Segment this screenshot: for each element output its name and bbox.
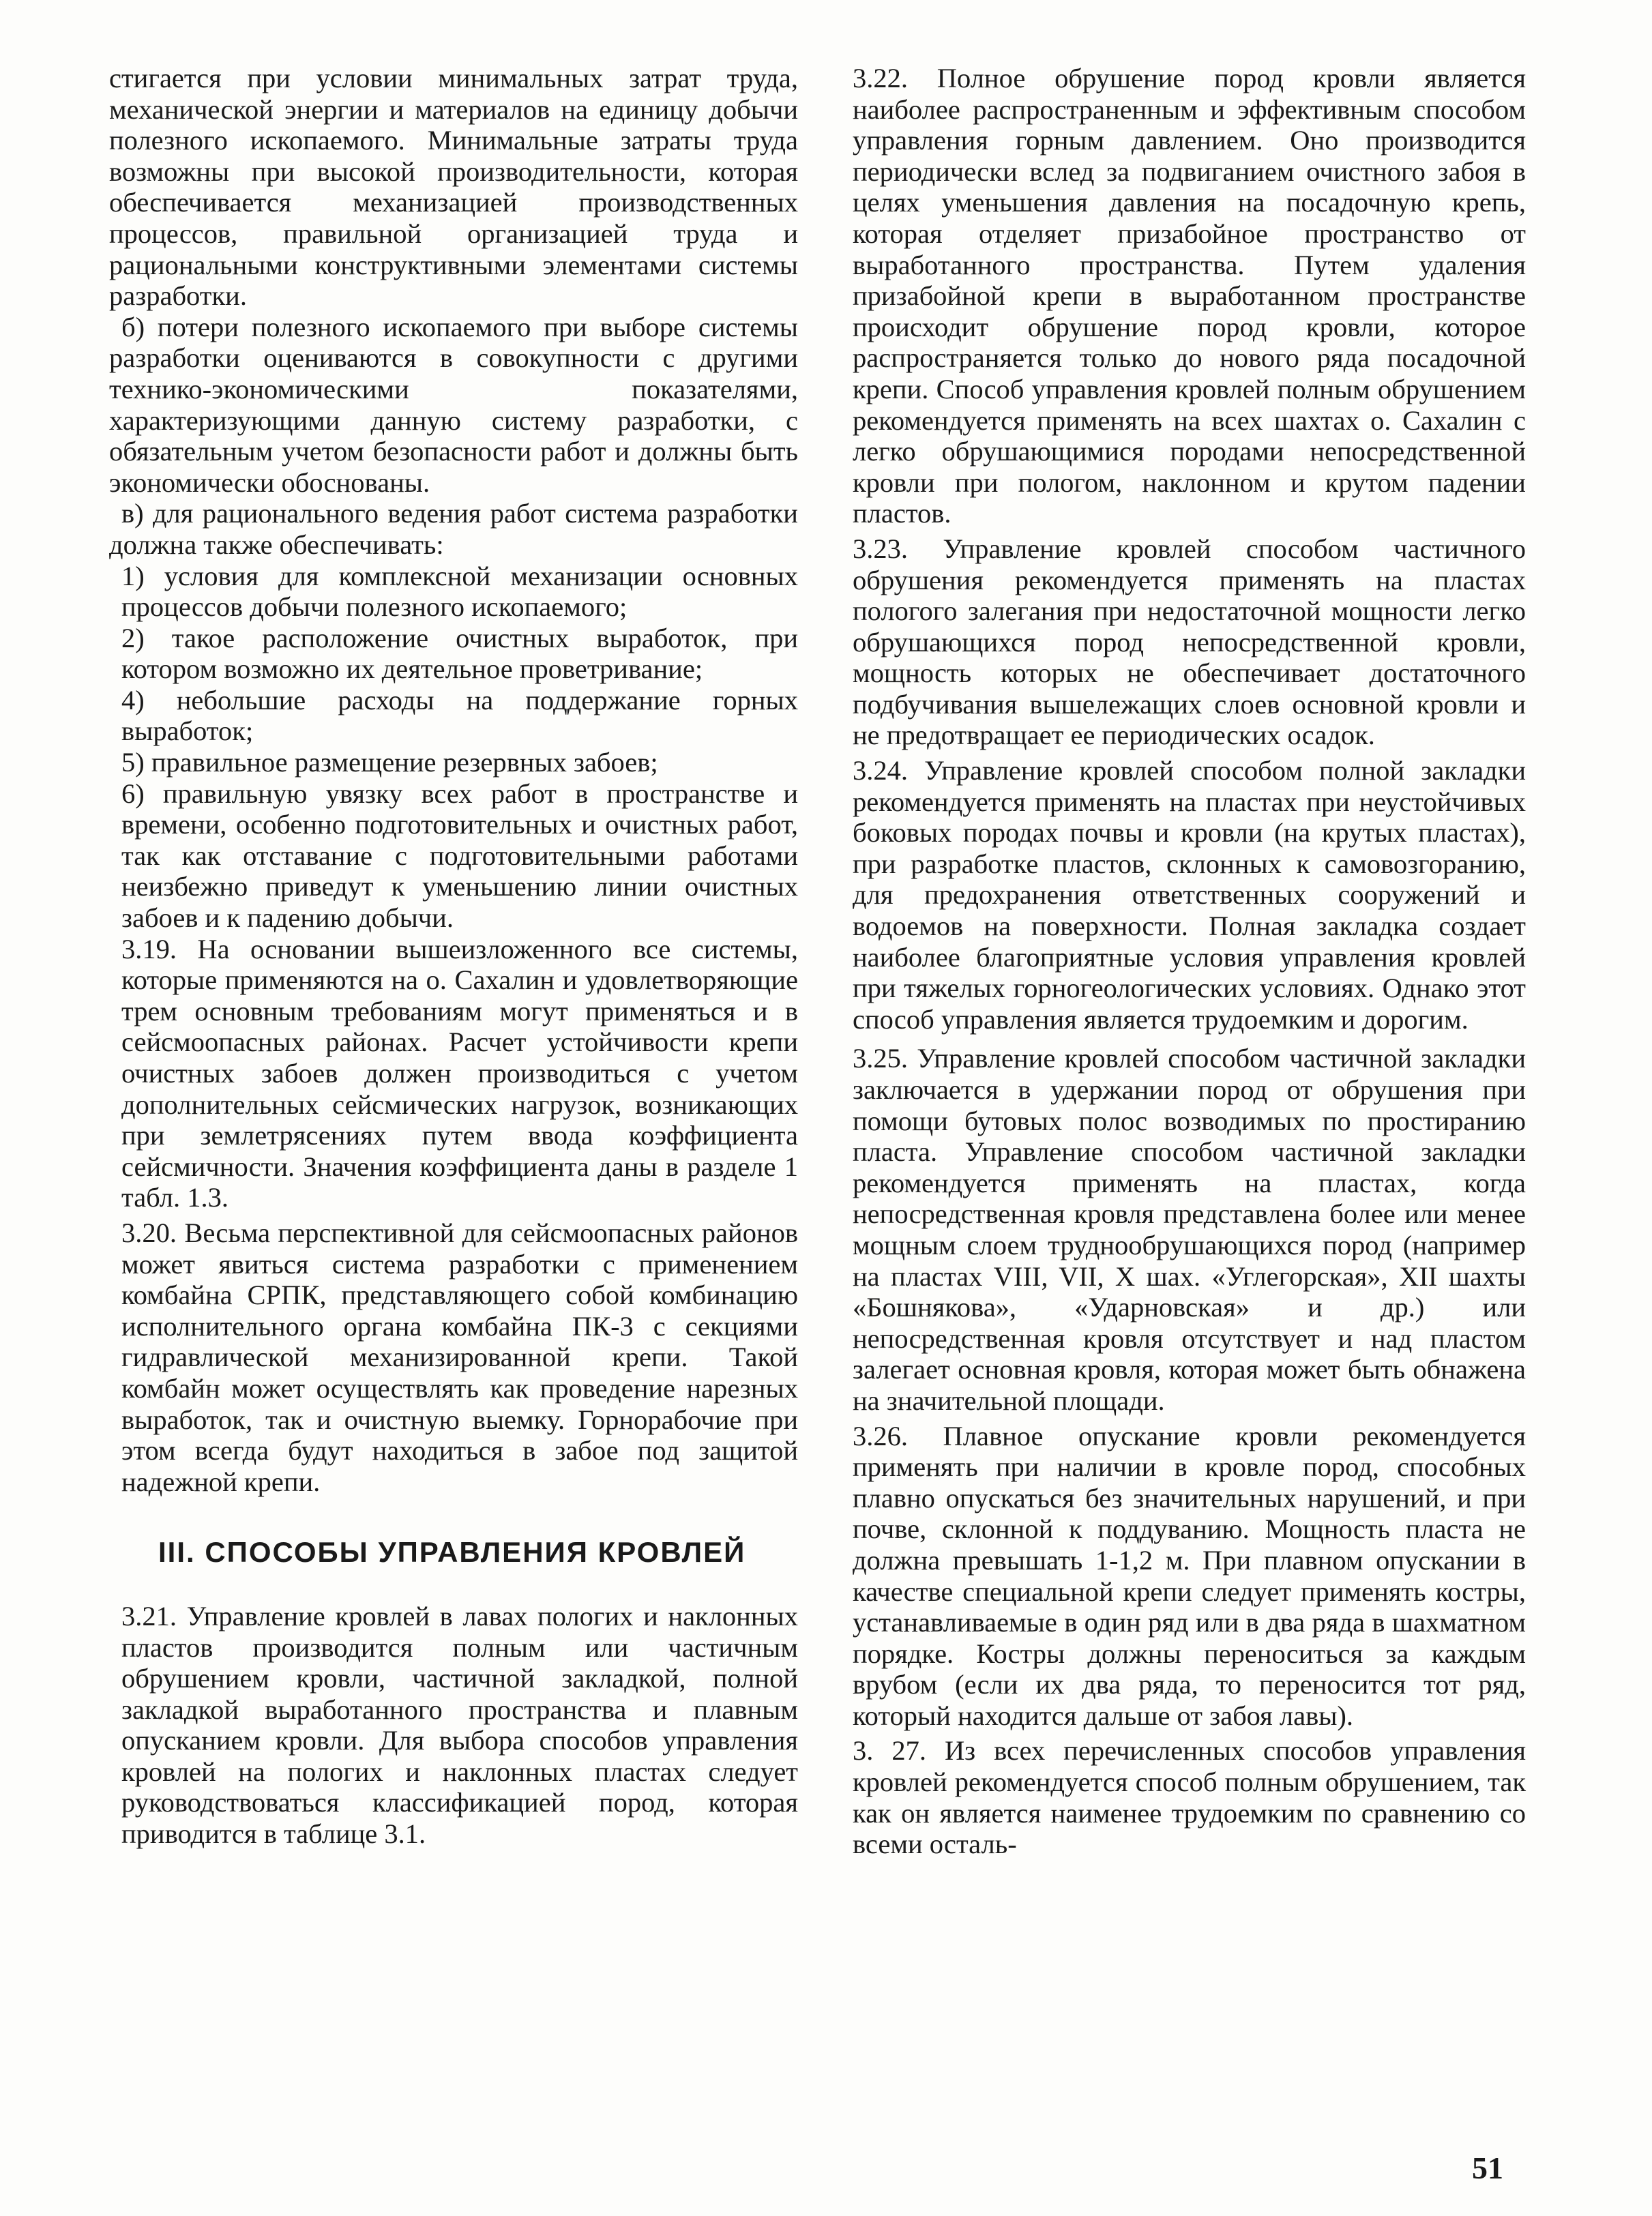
paragraph-3-26: 3.26. Плавное опускание кровли рекомендуется применять при наличии в кровле пород, способных плавно опускаться без значительных нарушений, и при почве, склонной к поддуванию. Мощность пласта не должна превышать 1-1,2 м. При плавном опускании в качестве специальной крепи следует применять костры, устанавливаемые в один ряд или в два ряда в шахматном порядке. Костры должны переноситься за каждым врубом (если их два ряда, то переносится тот ряд, который находится дальше от забоя лавы).	[853, 1420, 1526, 1731]
paragraph-3-21: 3.21. Управление кровлей в лавах пологих и наклонных пластов производится полным или частичным обрушением кровли, частичной закладкой, полной закладкой выработанного пространства и плавным опусканием кровли. Для выбора способов управления кровлей на пологих и наклонных пластах следует руководствоваться классификацией пород, которая приводится в таблице 3.1.	[121, 1600, 798, 1850]
paragraph-3-20: 3.20. Весьма перспективной для сейсмоопасных районов может явиться система разработки с применением комбайна СРПК, представляющего собой комбинацию исполнительного органа комбайна ПК-3 с секциями гидравлической механизированной крепи. Такой комбайн может осуществлять как проведение нарезных выработок, так и очистную выемку. Горнорабочие при этом всегда будут находиться в забое под защитой надежной крепи.	[121, 1217, 798, 1497]
list-item-5: 5) правильное размещение резервных забоев;	[121, 747, 658, 778]
paragraph-b: б) потери полезного ископаемого при выборе системы разработки оцениваются в совокупности с другими технико-экономическими показателями, характеризующими данную систему разработки, с обязательным учетом безопасности работ и должны быть экономически обоснованы.	[109, 311, 798, 498]
list-item-2: 2) такое расположение очистных выработок, при котором возможно их деятельное проветривание;	[121, 622, 798, 685]
paragraph-a-continuation: стигается при условии минимальных затрат труда, механической энергии и материалов на единицу добычи полезного ископаемого. Минимальные затраты труда возможны при высокой производительности, которая обеспечивается механизацией производственных процессов, правильной организацией труда и рациональными конструктивными элементами системы разработки.	[109, 63, 798, 312]
list-item-6: 6) правильную увязку всех работ в пространстве и времени, особенно подготовительных и очистных работ, так как отставание с подготовительными работами неизбежно приведут к уменьшению линии очистных забоев и к падению добычи.	[121, 778, 798, 934]
paragraph-3-19: 3.19. На основании вышеизложенного все системы, которые применяются на о. Сахалин и удовлетворяющие трем основным требованиям могут применяться и в сейсмоопасных районах. Расчет устойчивости крепи очистных забоев должен производиться с учетом дополнительных сейсмических нагрузок, возникающих при землетрясениях путем ввода коэффициента сейсмичности. Значения коэффициента даны в разделе 1 табл. 1.3.	[121, 933, 798, 1213]
section-heading: III. СПОСОБЫ УПРАВЛЕНИЯ КРОВЛЕЙ	[158, 1536, 746, 1569]
list-item-4: 4) небольшие расходы на поддержание горных выработок;	[121, 684, 798, 747]
left-column	[109, 63, 798, 1850]
page-number: 51	[1472, 2151, 1503, 2185]
paragraph-3-23: 3.23. Управление кровлей способом частичного обрушения рекомендуется применять на пластах пологого залегания при недостаточной мощности легко обрушающихся пород непосредственной кровли, мощность которых не обеспечивает достаточного подбучивания вышележащих слоев основной кровли и не предотвращает ее периодических осадок.	[853, 533, 1526, 751]
paragraph-c: в) для рационального ведения работ система разработки должна также обеспечивать:	[109, 498, 798, 560]
list-item-1: 1) условия для комплексной механизации основных процессов добычи полезного ископаемого;	[121, 560, 798, 623]
paragraph-3-27: 3. 27. Из всех перечисленных способов управления кровлей рекомендуется способ полным обрушением, так как он является наименее трудоемким по сравнению со всеми осталь-	[853, 1735, 1526, 1860]
right-column	[840, 63, 1526, 1860]
paragraph-3-24: 3.24. Управление кровлей способом полной закладки рекомендуется применять на пластах при неустойчивых боковых породах почвы и кровли (на крутых пластах), при разработке пластов, склонных к самовозгоранию, для предохранения ответственных сооружений и водоемов на поверхности. Полная закладка создает наиболее благоприятные условия управления кровлей при тяжелых горногеологических условиях. Однако этот способ управления является трудоемким и дорогим.	[853, 755, 1526, 1035]
paragraph-3-22: 3.22. Полное обрушение пород кровли является наиболее распространенным и эффективным способом управления горным давлением. Оно производится периодически вслед за подвиганием очистного забоя в целях уменьшения давления на посадочную крепь, которая отделяет призабойное пространство от выработанного пространства. Путем удаления призабойной крепи в выработанном пространстве происходит обрушение пород кровли, которое распространяется только до нового ряда посадочной крепи. Способ управления кровлей полным обрушением рекомендуется применять на всех шахтах о. Сахалин с легко обрушающимися породами непосредственной кровли при пологом, наклонном и крутом падении пластов.	[853, 63, 1526, 529]
paragraph-3-25: 3.25. Управление кровлей способом частичной закладки заключается в удержании пород от обрушения при помощи бутовых полос возводимых по простиранию пласта. Управление способом частичной закладки рекомендуется применять на пластах, когда непосредственная кровля представлена более или менее мощным слоем труднообрушающихся пород (например на пластах VIII, VII, X шах. «Углегорская», XII шахты «Бошнякова», «Ударновская» и др.) или непосредственная кровля отсутствует и над пластом залегает основная кровля, которая может быть обнажена на значительной площади.	[853, 1043, 1526, 1416]
